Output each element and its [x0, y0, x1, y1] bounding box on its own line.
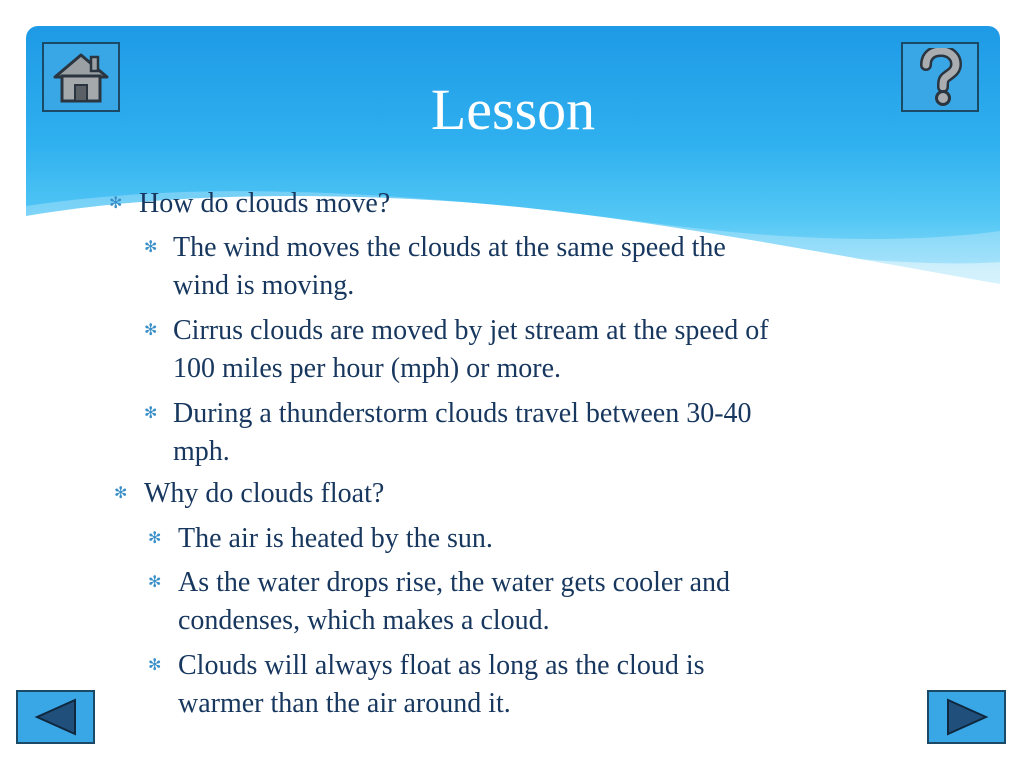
list-item-line: condenses, which makes a cloud.	[178, 605, 550, 636]
slide-header	[26, 26, 1000, 286]
list-item-line: Cirrus clouds are moved by jet stream at the speed of	[173, 315, 769, 346]
list-item-line: The wind moves the clouds at the same speed the	[173, 232, 726, 263]
wave-decoration	[26, 26, 1000, 286]
home-button[interactable]	[42, 42, 120, 112]
next-slide-button[interactable]	[927, 690, 1006, 744]
bullet-icon: ✻	[109, 195, 123, 212]
section-heading: How do clouds move?	[139, 188, 391, 219]
list-item-line: During a thunderstorm clouds travel between 30-40	[173, 398, 752, 429]
bullet-icon: ✻	[144, 239, 158, 256]
list-item-line: mph.	[173, 436, 230, 467]
bullet-icon: ✻	[148, 530, 162, 547]
list-item-line: wind is moving.	[173, 270, 355, 301]
previous-slide-button[interactable]	[16, 690, 95, 744]
right-arrow-icon	[942, 697, 992, 737]
question-mark-icon	[917, 48, 963, 106]
list-item-line: The air is heated by the sun.	[178, 523, 493, 554]
bullet-icon: ✻	[114, 485, 128, 502]
list-item-line: As the water drops rise, the water gets cooler and	[178, 567, 731, 598]
section-heading: Why do clouds float?	[144, 478, 385, 509]
bullet-icon: ✻	[144, 405, 158, 422]
list-item-line: warmer than the air around it.	[178, 688, 511, 719]
left-arrow-icon	[31, 697, 81, 737]
slide-title: Lesson	[430, 77, 596, 142]
bullet-icon: ✻	[144, 322, 158, 339]
help-button[interactable]	[901, 42, 979, 112]
bullet-icon: ✻	[148, 574, 162, 591]
list-item-line: Clouds will always float as long as the cloud is	[178, 650, 705, 681]
bullet-icon: ✻	[148, 657, 162, 674]
list-item-line: 100 miles per hour (mph) or more.	[173, 353, 562, 384]
home-icon	[51, 49, 111, 105]
